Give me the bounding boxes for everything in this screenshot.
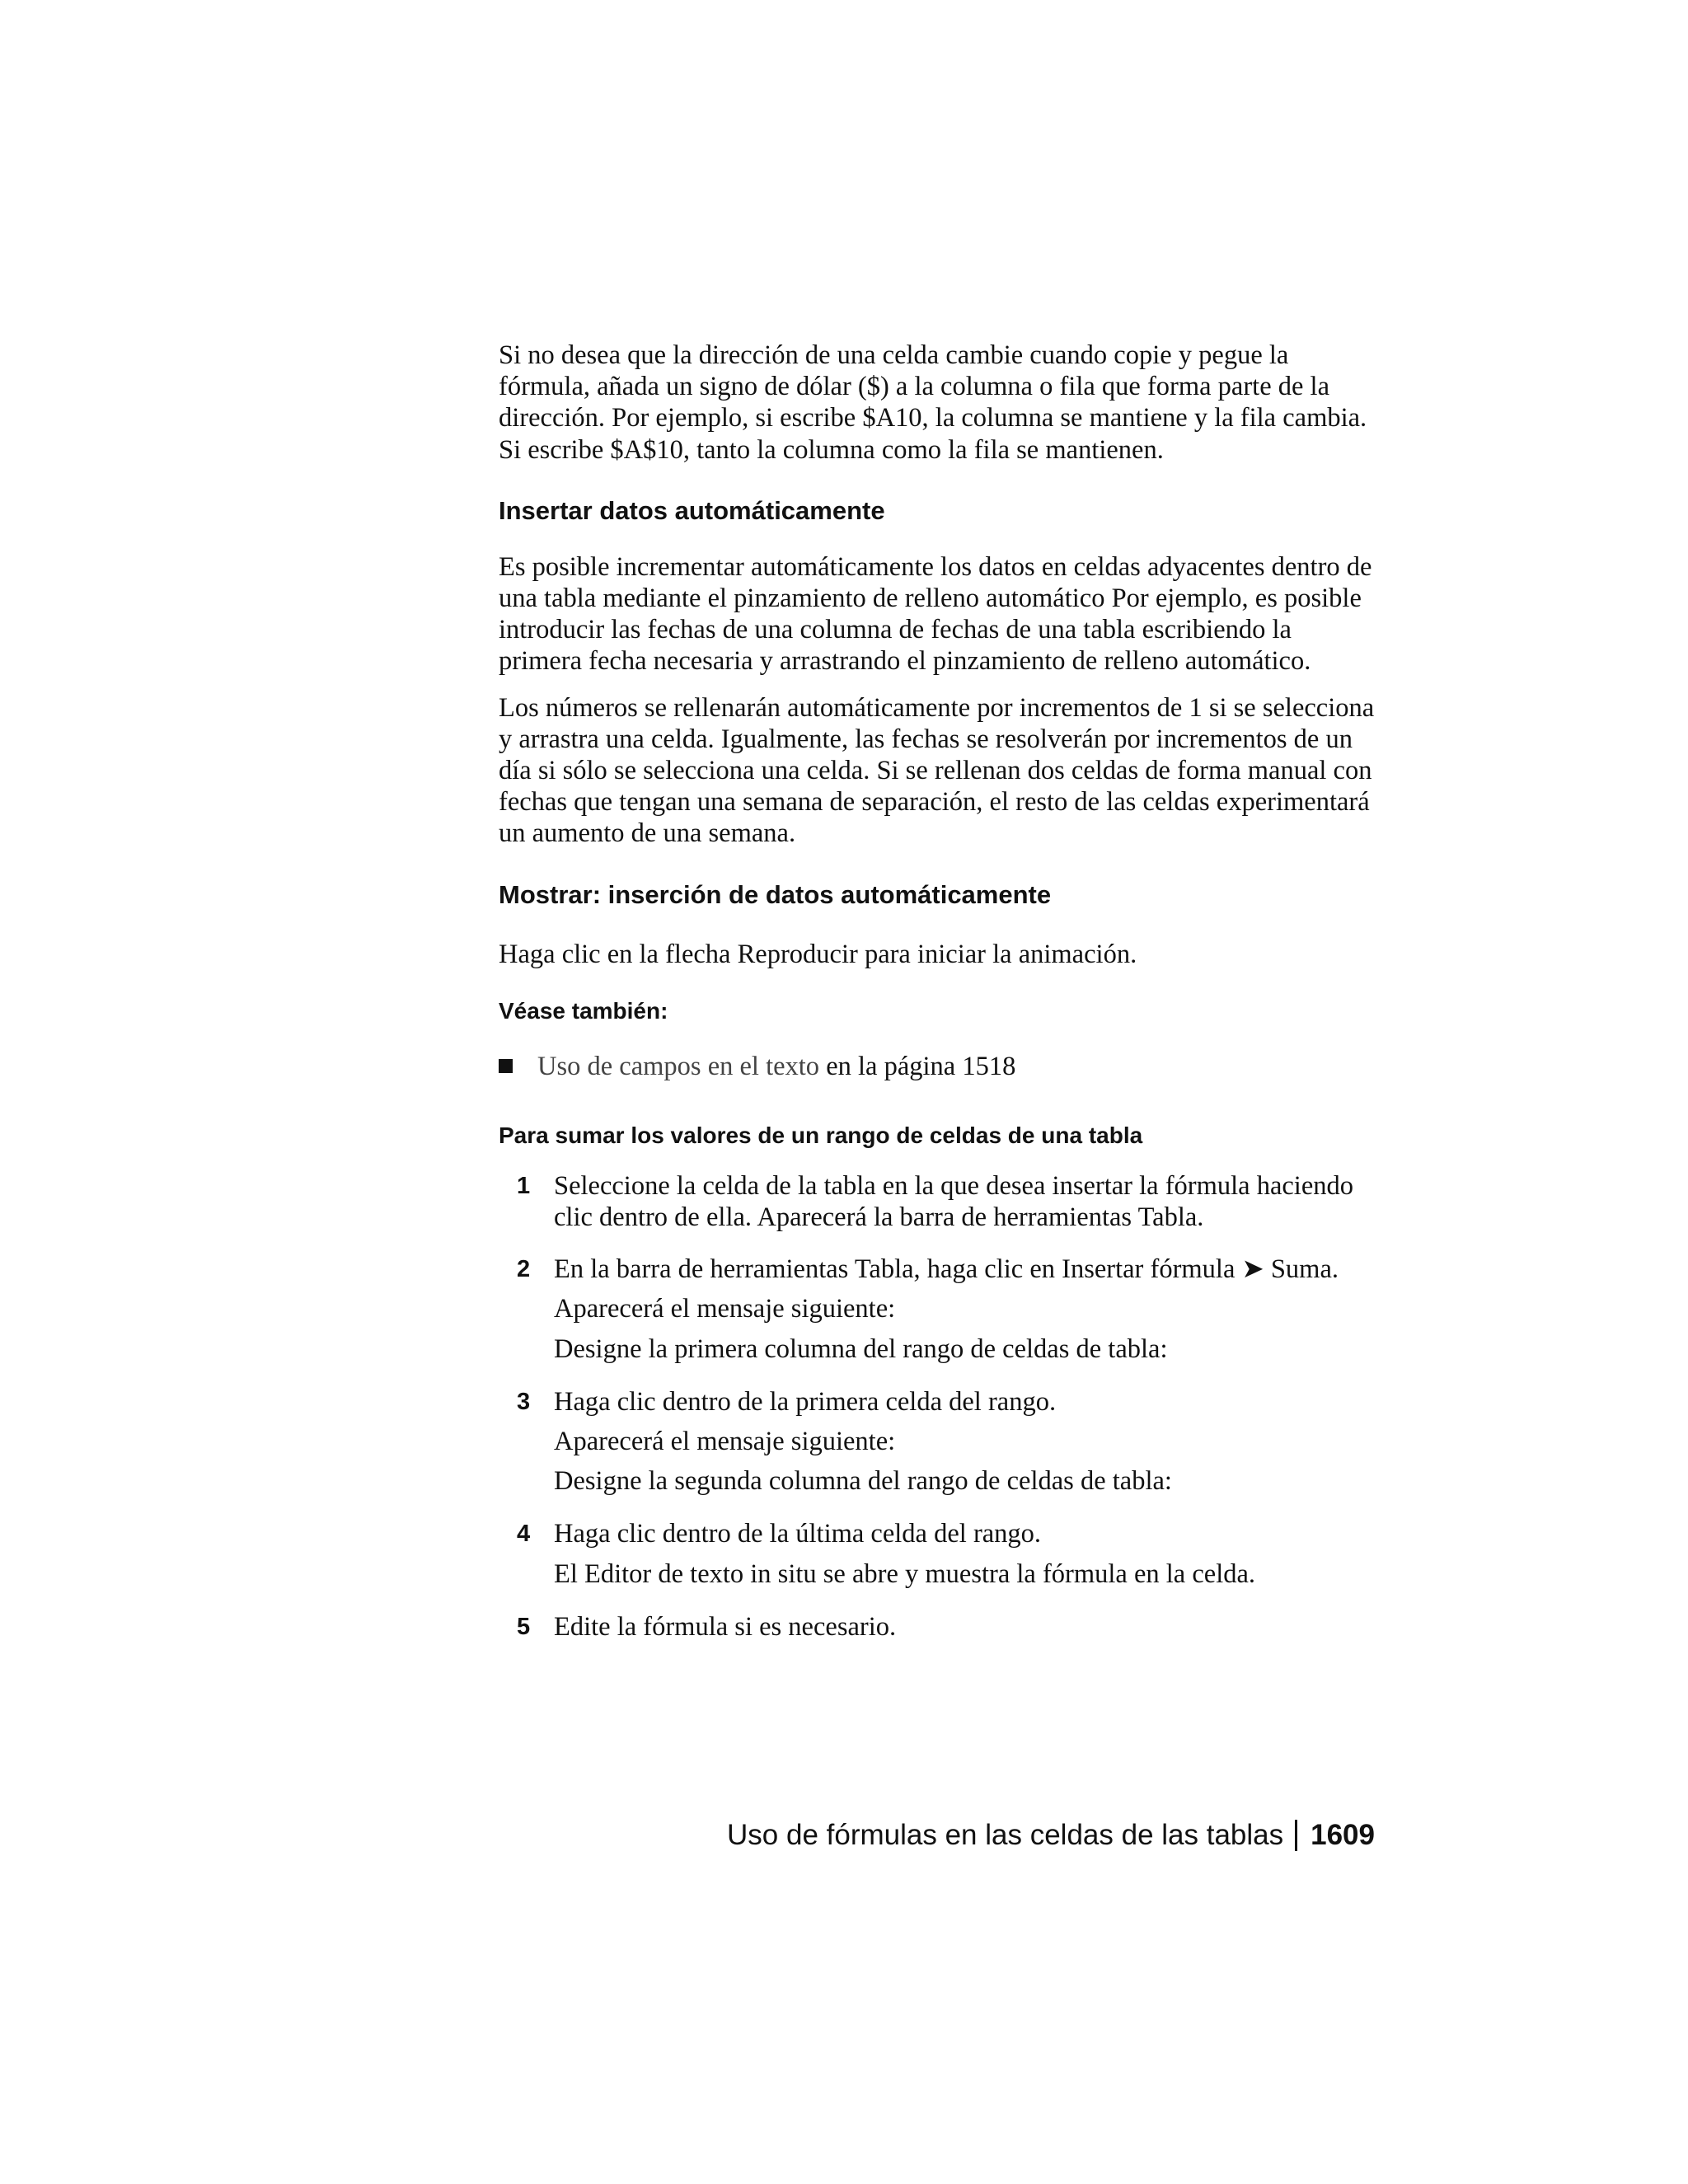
step-number: 5 [517,1613,531,1640]
page-number: 1609 [1311,1819,1375,1851]
procedure-step [499,1518,1375,1589]
step-number: 2 [517,1256,531,1283]
step-number: 1 [517,1172,531,1199]
procedure-steps [499,1170,1375,1643]
see-also-heading: Véase también: [499,997,668,1024]
heading-insertar-datos: Insertar datos automáticamente [499,495,885,525]
step-message-intro: Aparecerá el mensaje siguiente: [554,1294,896,1324]
step-number: 4 [517,1521,531,1548]
square-bullet-icon [499,1059,513,1073]
show-paragraph: Haga clic en la flecha Reproducir para iniciar la animación. [499,939,1137,969]
step-message-intro: Aparecerá el mensaje siguiente: [554,1427,896,1457]
footer-divider [1295,1820,1297,1851]
see-also-link[interactable]: Uso de campos en el texto [537,1051,820,1081]
running-title: Uso de fórmulas en las celdas de las tablas [727,1819,1284,1851]
step-text: Haga clic dentro de la primera celda del rango. [554,1386,1057,1417]
heading-mostrar: Mostrar: inserción de datos automáticamente [499,879,1052,909]
procedure-step [499,1386,1375,1497]
step-text: En la barra de herramientas Tabla, haga clic en Insertar fórmula ➤ Suma. [554,1254,1339,1285]
procedure-step [499,1170,1375,1233]
step-text: Seleccione la celda de la tabla en la que desea insertar la fórmula haciendo clic dentro de ella. Aparecerá la barra de herramientas Tabla. [554,1170,1354,1233]
procedure-heading: Para sumar los valores de un rango de celdas de una tabla [499,1122,1143,1148]
step-result-text: El Editor de texto in situ se abre y muestra la fórmula en la celda. [554,1558,1256,1589]
page-content [499,340,1375,1643]
procedure-step [499,1254,1375,1365]
intro-paragraph: Si no desea que la dirección de una celda cambie cuando copie y pegue la fórmula, añada un signo de dólar ($) a la columna o fila que forma parte de la dirección. Por ejemplo, si escribe $A10, la columna se mantiene y la fila cambia. Si escribe $A$10, tanto la columna como la fila se mantienen. [499,340,1367,465]
step-number: 3 [517,1388,531,1415]
insert-paragraph-2: Los números se rellenarán automáticamente por incrementos de 1 si se selecciona y arrastra una celda. Igualmente, las fechas se resolverán por incrementos de un día si sólo se selecciona una celda. Si se rellenan dos celdas de forma manual con fechas que tengan una semana de separación, el resto de las celdas experimentará un aumento de una semana. [499,692,1375,849]
step-prompt-message: Designe la segunda columna del rango de celdas de tabla: [554,1466,1172,1497]
page-footer [499,1817,1375,1854]
procedure-step [499,1611,1375,1643]
step-text: Haga clic dentro de la última celda del rango. [554,1519,1042,1549]
step-prompt-message: Designe la primera columna del rango de celdas de tabla: [554,1333,1168,1364]
see-also-item [499,1051,1375,1082]
step-text: Edite la fórmula si es necesario. [554,1611,897,1642]
insert-paragraph-1: Es posible incrementar automáticamente los datos en celdas adyacentes dentro de una tabla mediante el pinzamiento de relleno automático Por ejemplo, es posible introducir las fechas de una columna de fechas de una tabla escribiendo la primera fecha necesaria y arrastrando el pinzamiento de relleno automático. [499,551,1372,677]
see-also-page-ref: en la página 1518 [819,1051,1016,1081]
